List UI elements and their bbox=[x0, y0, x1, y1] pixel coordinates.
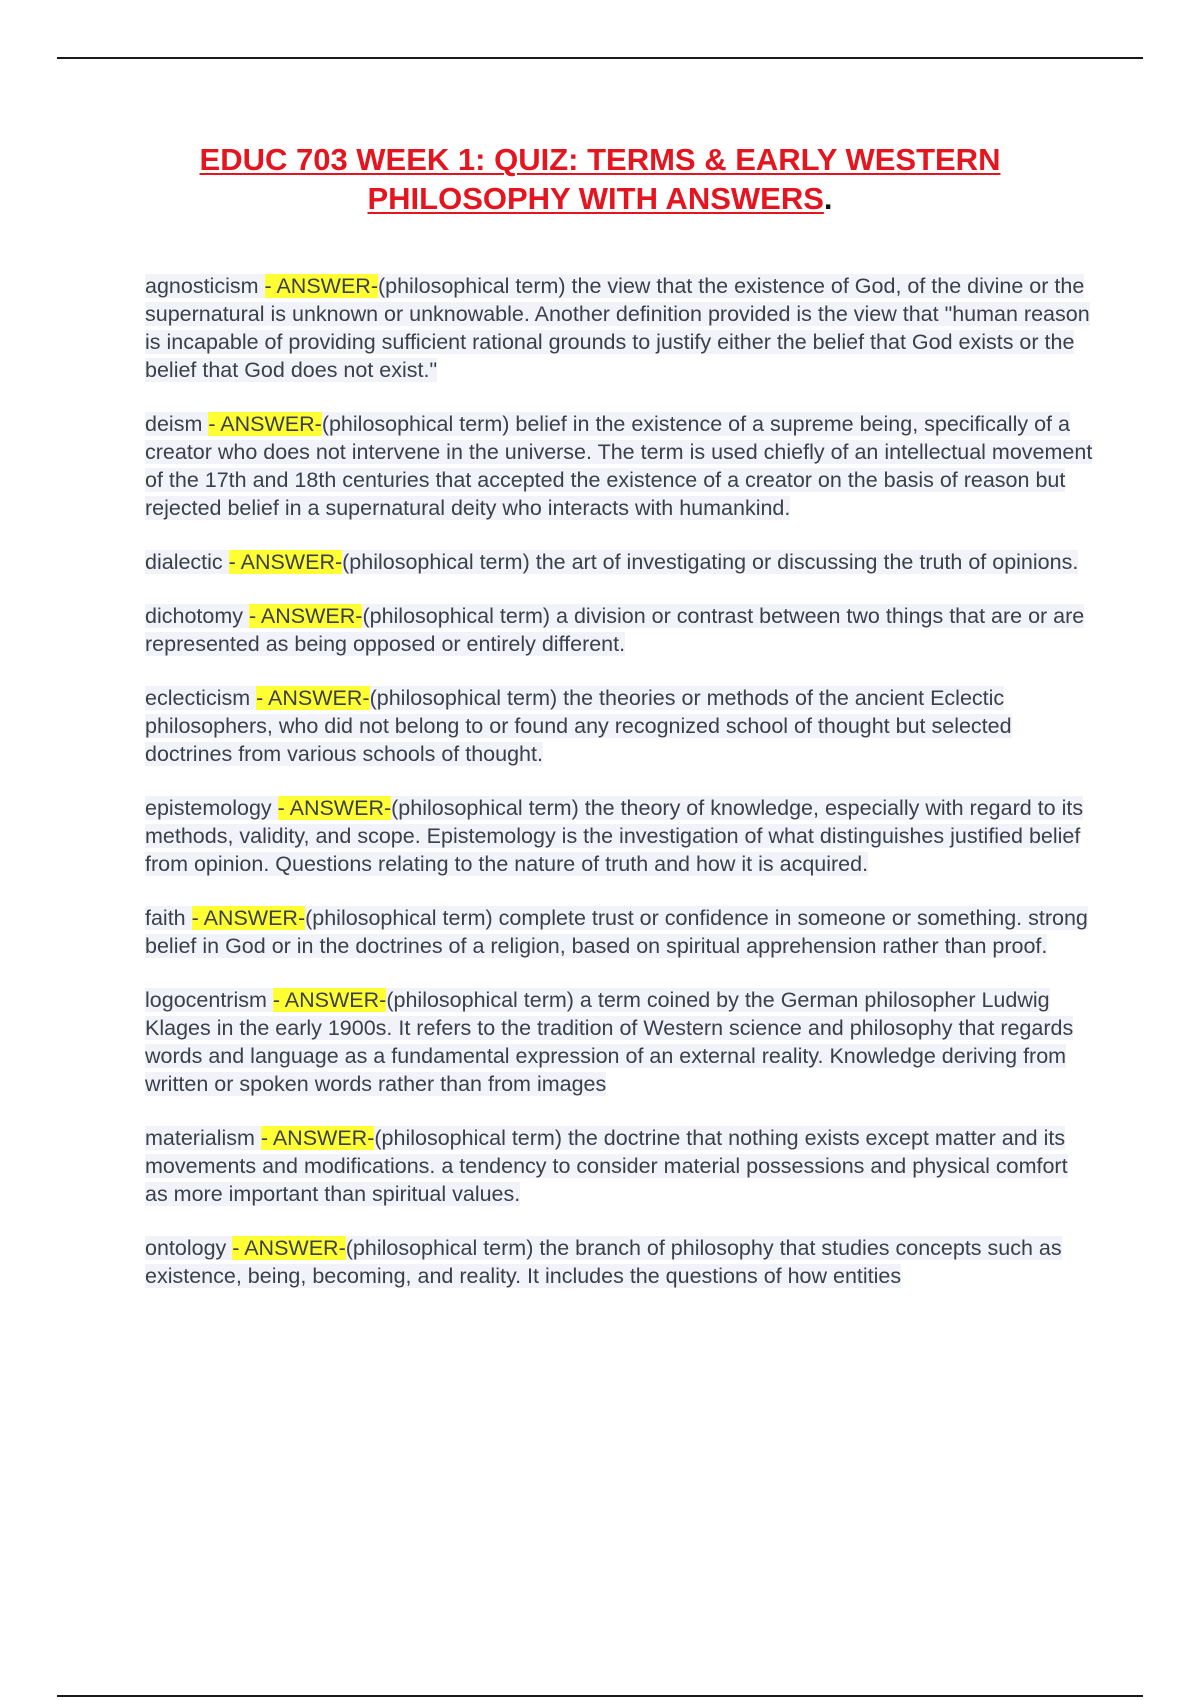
glossary-entry-dichotomy bbox=[145, 602, 1095, 658]
glossary-entry-logocentrism bbox=[145, 986, 1095, 1098]
answer-marker: - ANSWER- bbox=[277, 796, 392, 820]
answer-marker: - ANSWER- bbox=[260, 1126, 375, 1150]
glossary-entry-agnosticism bbox=[145, 272, 1095, 384]
glossary-entry-deism bbox=[145, 410, 1095, 522]
entry-definition: (philosophical term) a term coined by the German philosopher Ludwig Klages in the early 1900s. It refers to the tradition of Western science and philosophy that regards words and language as a fundamental expression of an external reality. Knowledge deriving from written or spoken words rather than from images bbox=[145, 988, 1074, 1096]
entry-definition: (philosophical term) belief in the existence of a supreme being, specifically of a creator who does not intervene in the universe. The term is used chiefly of an intellectual movement of the 17th and 18th centuries that accepted the existence of a creator on the basis of reason but rejected belief in a supernatural deity who interacts with humankind. bbox=[145, 412, 1093, 520]
title-period: . bbox=[823, 181, 833, 216]
title-line-2: PHILOSOPHY WITH ANSWERS bbox=[367, 181, 824, 216]
answer-marker: - ANSWER- bbox=[232, 1236, 346, 1260]
glossary-entry-eclecticism bbox=[145, 684, 1095, 768]
answer-marker: - ANSWER- bbox=[264, 274, 378, 298]
entry-definition: (philosophical term) the branch of philosophy that studies concepts such as existence, being, becoming, and reality. It includes the questions of how entities bbox=[145, 1236, 1062, 1288]
glossary-entry-epistemology bbox=[145, 794, 1095, 878]
top-rule bbox=[57, 57, 1143, 59]
entry-term: faith bbox=[145, 906, 192, 930]
answer-marker: - ANSWER- bbox=[272, 988, 387, 1012]
entry-term: eclecticism bbox=[145, 686, 257, 710]
entry-term: dialectic bbox=[145, 550, 229, 574]
entry-term: deism bbox=[145, 412, 209, 436]
answer-marker: - ANSWER- bbox=[191, 906, 306, 930]
glossary-entry-dialectic bbox=[145, 548, 1095, 576]
glossary-entry-materialism bbox=[145, 1124, 1095, 1208]
glossary-entry-faith bbox=[145, 904, 1095, 960]
entry-term: logocentrism bbox=[145, 988, 273, 1012]
entry-definition: (philosophical term) the theories or methods of the ancient Eclectic philosophers, who did not belong to or found any recognized school of thought but selected doctrines from various schools of thought. bbox=[145, 686, 1012, 766]
glossary-entry-ontology bbox=[145, 1234, 1095, 1290]
glossary-list bbox=[145, 272, 1095, 1316]
entry-term: ontology bbox=[145, 1236, 233, 1260]
bottom-rule bbox=[57, 1695, 1143, 1697]
answer-marker: - ANSWER- bbox=[256, 686, 370, 710]
entry-term: materialism bbox=[145, 1126, 261, 1150]
page-title bbox=[150, 140, 1050, 218]
entry-definition: (philosophical term) the art of investigating or discussing the truth of opinions. bbox=[342, 550, 1079, 574]
entry-definition: (philosophical term) the doctrine that nothing exists except matter and its movements and modifications. a tendency to consider material possessions and physical comfort as more important than spiritual values. bbox=[145, 1126, 1068, 1206]
entry-definition: (philosophical term) the view that the existence of God, of the divine or the supernatural is unknown or unknowable. Another definition provided is the view that "human reason is incapable of providing sufficient rational grounds to justify either the belief that God exists or the belief that God does not exist." bbox=[145, 274, 1090, 382]
entry-term: epistemology bbox=[145, 796, 278, 820]
answer-marker: - ANSWER- bbox=[248, 604, 363, 628]
entry-term: dichotomy bbox=[145, 604, 249, 628]
entry-definition: (philosophical term) complete trust or confidence in someone or something. strong belief in God or in the doctrines of a religion, based on spiritual apprehension rather than proof. bbox=[145, 906, 1088, 958]
entry-definition: (philosophical term) a division or contrast between two things that are or are represented as being opposed or entirely different. bbox=[145, 604, 1085, 656]
entry-term: agnosticism bbox=[145, 274, 265, 298]
title-line-1: EDUC 703 WEEK 1: QUIZ: TERMS & EARLY WESTERN bbox=[199, 142, 1001, 177]
entry-definition: (philosophical term) the theory of knowledge, especially with regard to its methods, validity, and scope. Epistemology is the investigation of what distinguishes justified belief from opinion. Questions relating to the nature of truth and how it is acquired. bbox=[145, 796, 1084, 876]
answer-marker: - ANSWER- bbox=[228, 550, 343, 574]
answer-marker: - ANSWER- bbox=[208, 412, 322, 436]
